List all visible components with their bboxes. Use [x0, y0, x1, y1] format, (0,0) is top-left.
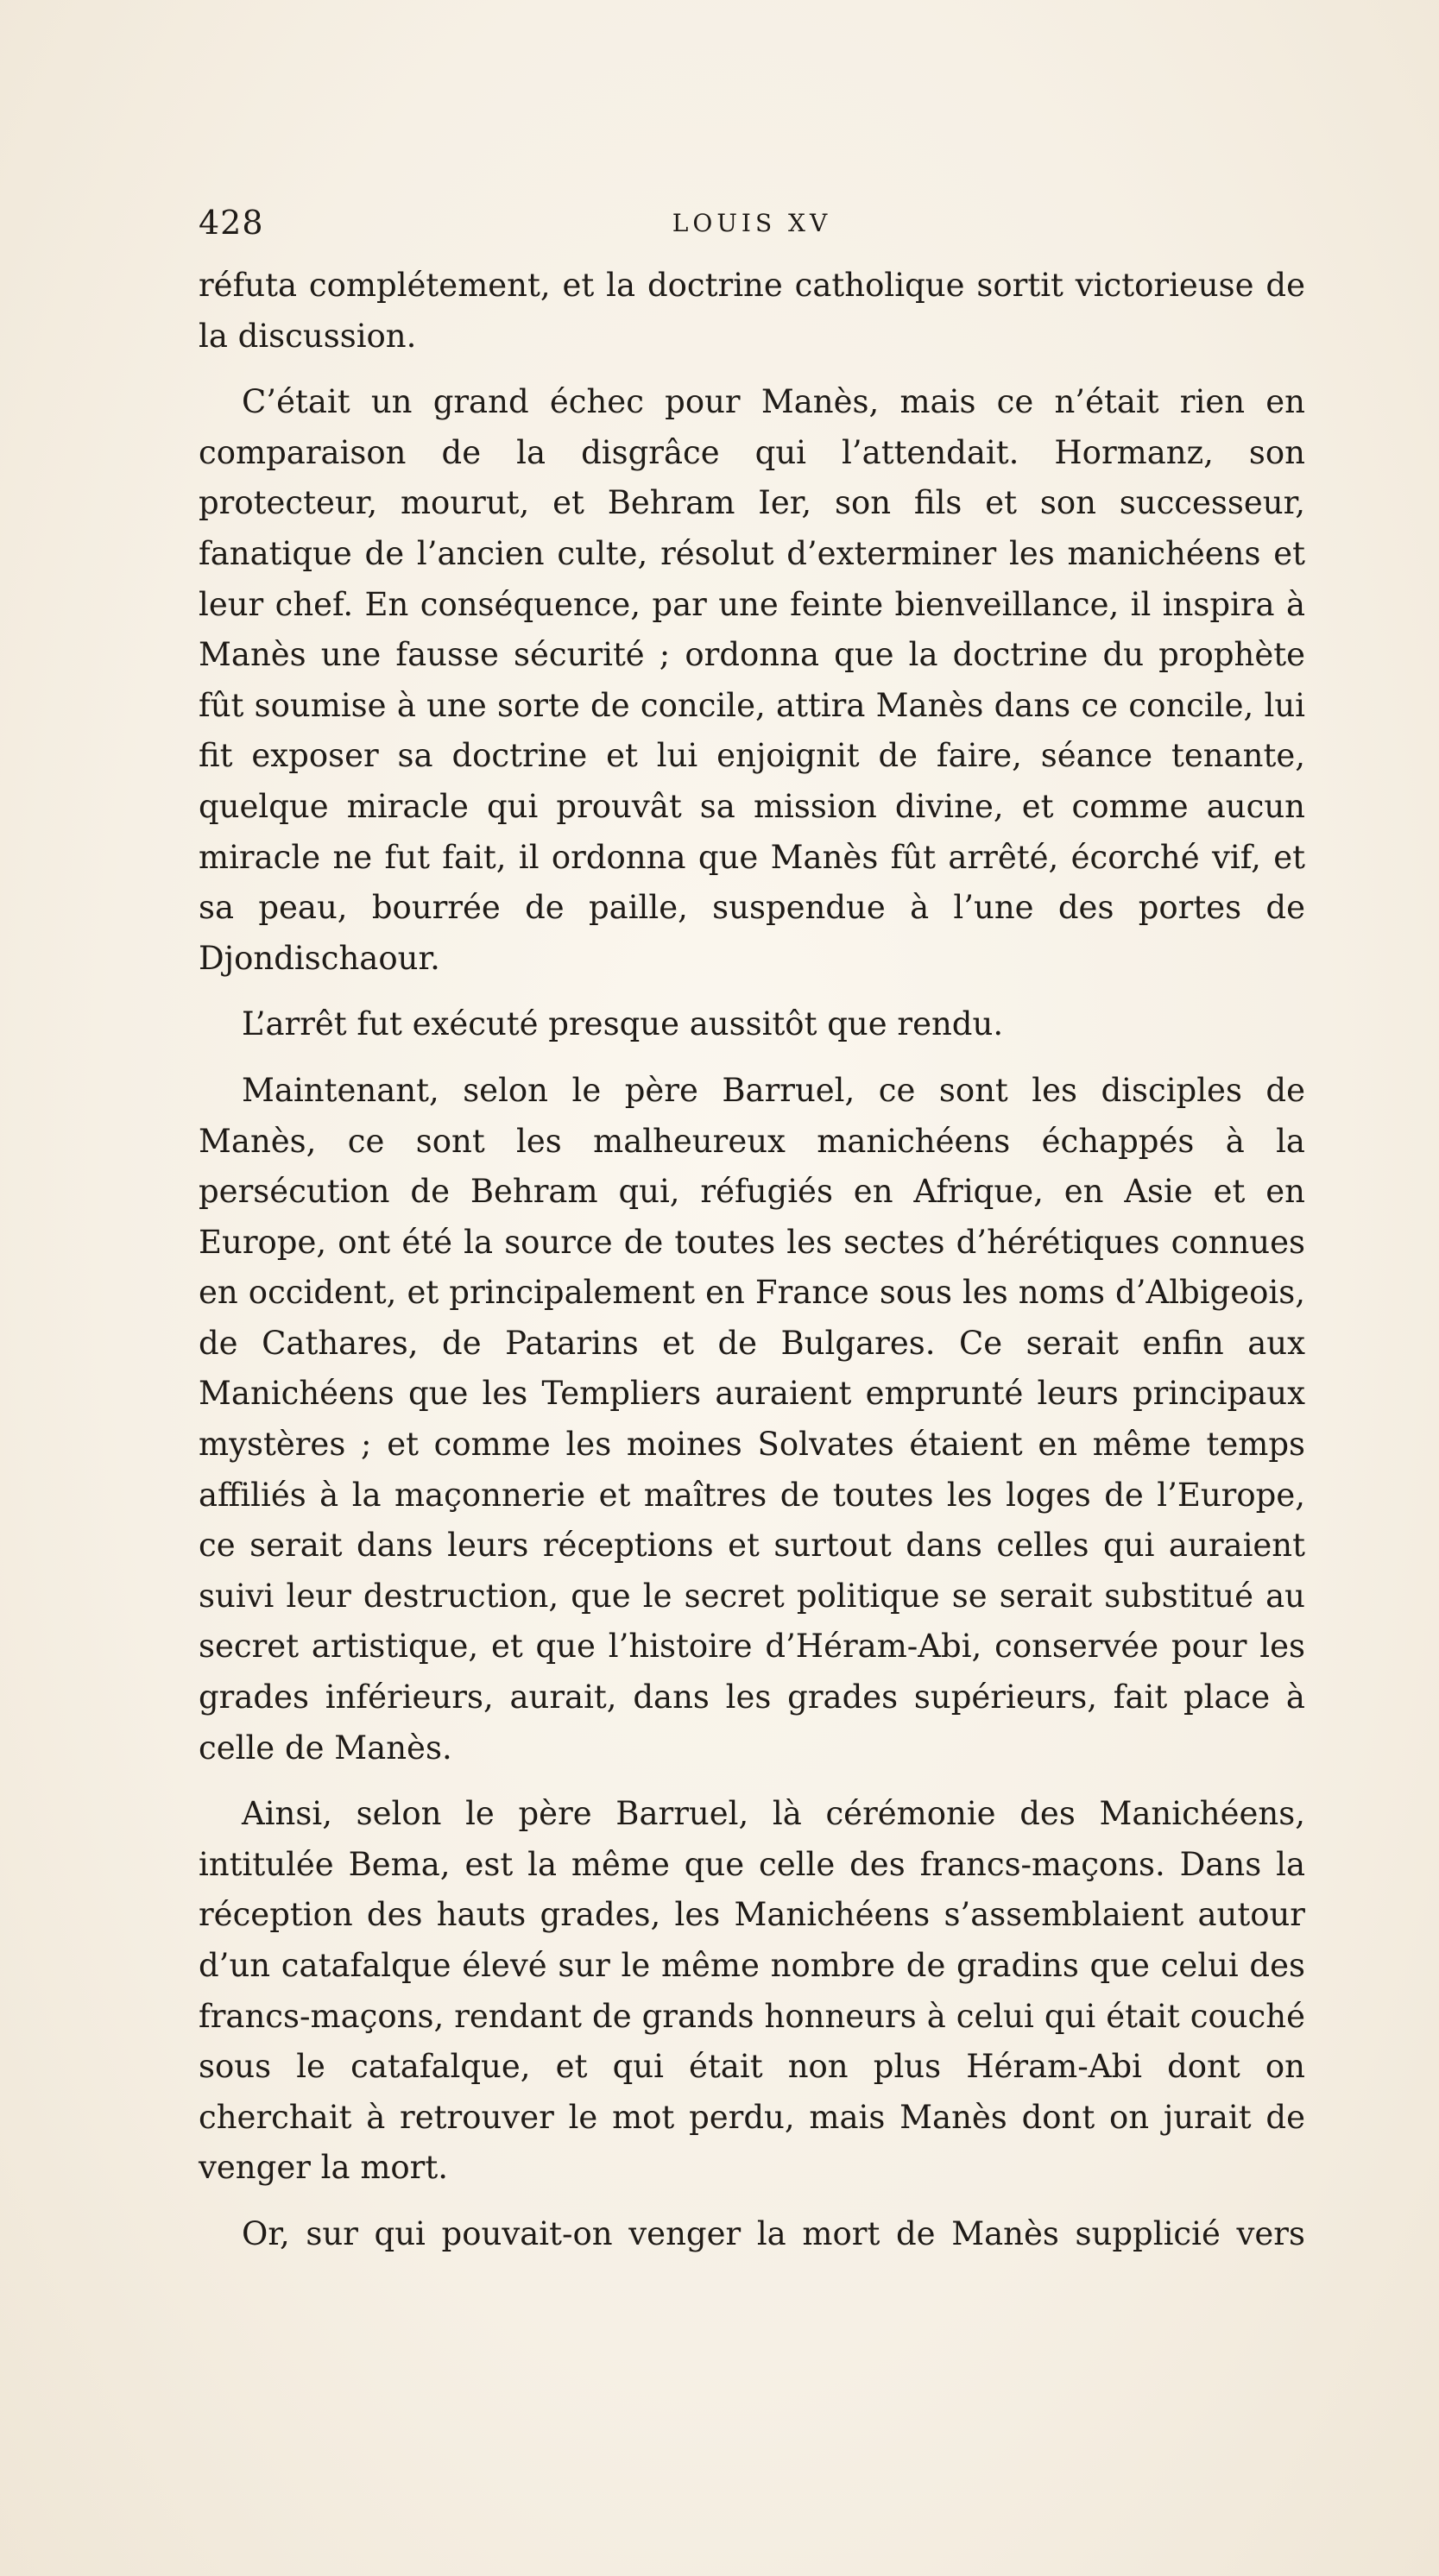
- paragraph: Ainsi, selon le père Barruel, là cérémonie des Manichéens, intitulée Bema, est la même que celle des francs-maçons. Dans la réception des hauts grades, les Manichéens s’assemblaient autour d’un catafalque élevé sur le même nombre de gradins que celui des francs-maçons, rendant de grands honneurs à celui qui était couché sous le catafalque, et qui était non plus Héram-Abi dont on cherchait à retrouver le mot perdu, mais Manès dont on jurait de venger la mort.: [199, 1795, 1305, 2187]
- page-header: [199, 204, 1305, 255]
- paragraph: Maintenant, selon le père Barruel, ce sont les disciples de Manès, ce sont les malheureux manichéens échappés à la persécution de Behram qui, réfugiés en Afrique, en Asie et en Europe, ont été la source de toutes les sectes d’hérétiques connues en occident, et principalement en France sous les noms d’Albigeois, de Cathares, de Patarins et de Bulgares. Ce serait enfin aux Manichéens que les Templiers auraient emprunté leurs principaux mystères ; et comme les moines Solvates étaient en même temps affiliés à la maçonnerie et maîtres de toutes les loges de l’Europe, ce serait dans leurs réceptions et surtout dans celles qui auraient suivi leur destruction, que le secret politique se serait substitué au secret artistique, et que l’histoire d’Héram-Abi, conservée pour les grades inférieurs, aurait, dans les grades supérieurs, fait place à celle de Manès.: [199, 1071, 1305, 1767]
- paragraph: L’arrêt fut exécuté presque aussitôt que rendu.: [242, 1005, 1004, 1043]
- paragraph: Or, sur qui pouvait-on venger la mort de Manès supplicié vers: [242, 2214, 1305, 2252]
- page-number: 428: [199, 204, 264, 242]
- running-title: LOUIS XV: [672, 209, 832, 237]
- paragraph: C’était un grand échec pour Manès, mais ce n’était rien en comparaison de la disgrâce qui l’attendait. Hormanz, son protecteur, mourut, et Behram Ier, son fils et son successeur, fanatique de l’ancien culte, résolut d’exterminer les manichéens et leur chef. En conséquence, par une feinte bienveillance, il inspira à Manès une fausse sécurité ; ordonna que la doctrine du prophète fût soumise à une sorte de concile, attira Manès dans ce concile, lui fit exposer sa doctrine et lui enjoignit de faire, séance tenante, quelque miracle qui prouvât sa mission divine, et comme aucun miracle ne fut fait, il ordonna que Manès fût arrêté, écorché vif, et sa peau, bourrée de paille, suspendue à l’une des portes de Djondischaour.: [199, 383, 1305, 977]
- body-text: [199, 261, 1305, 2276]
- paragraph: réfuta complétement, et la doctrine catholique sortit victorieuse de la discussion.: [199, 267, 1305, 355]
